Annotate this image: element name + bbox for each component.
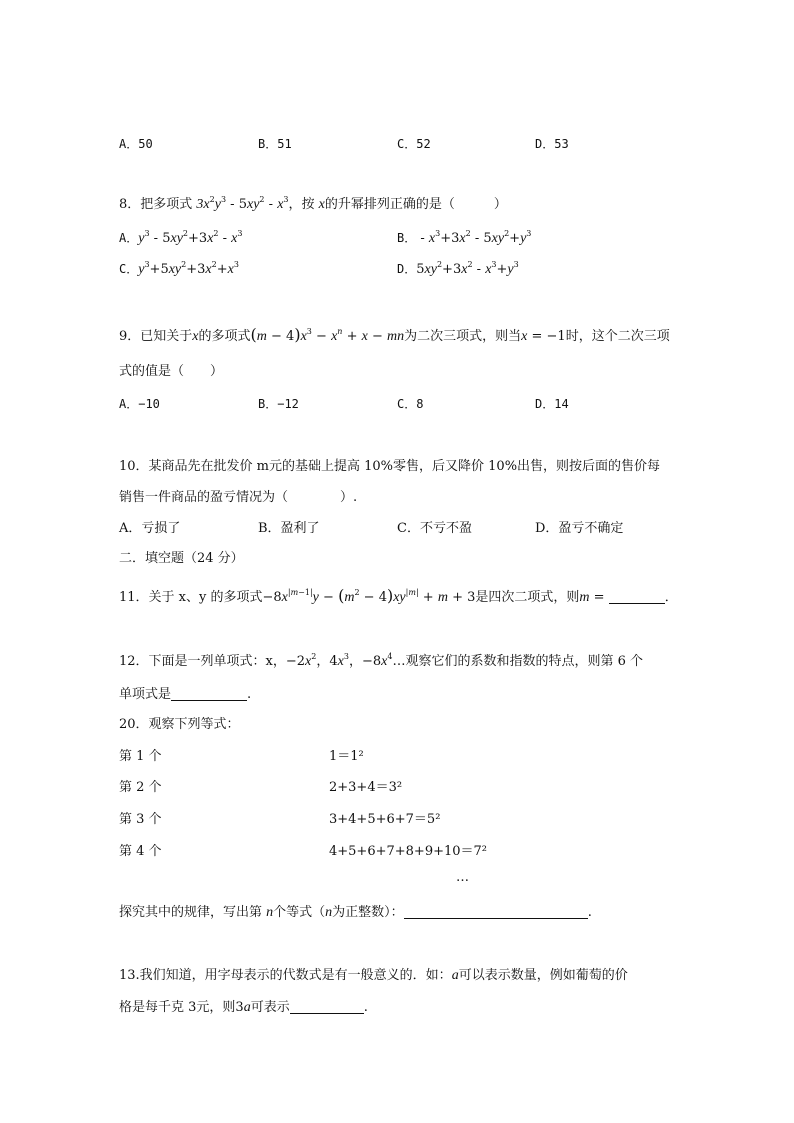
q9-option-c: C．8 (397, 397, 424, 411)
q20-row-1-eq: 1＝1² (329, 749, 364, 764)
q7-option-c: C．52 (397, 137, 431, 151)
question-20-title: 20．观察下列等式： (119, 717, 240, 732)
q8-polynomial: $3x^2y^3 - 5xy^2 - x^3$ (196, 195, 289, 212)
q10-option-c: C．不亏不盈 (397, 521, 472, 536)
q9-polynomial: $(m - 4)x^3 - x^n + x$ − mn (250, 325, 405, 344)
q10-option-a: A．亏损了 (119, 521, 181, 536)
q8-option-d: D．$5xy^2+3x^2 - x^3+y^3$ (397, 260, 519, 277)
q20-row-4-label: 第 4 个 (119, 844, 162, 859)
q10-option-b: B．盈利了 (258, 521, 320, 536)
q13-answer-blank[interactable] (290, 999, 364, 1014)
q8-suffix: ，按 (288, 197, 315, 212)
question-13-line1: 13.我们知道，用字母表示的代数式是有一般意义的．如：a可以表示数量，例如葡萄的价 (119, 968, 628, 983)
q20-row-3-eq: 3+4+5+6+7＝5² (329, 812, 441, 827)
q7-option-a: A．50 (119, 137, 153, 151)
q8-option-c: C．$y^3+5xy^2+3x^2+x^3$ (119, 260, 239, 277)
question-10-line2: 销售一件商品的盈亏情况为（ ）. (119, 490, 358, 505)
q9-option-b: B．−12 (258, 397, 299, 411)
q11-answer-blank[interactable] (609, 589, 665, 604)
q8-suffix2: 的升幂排列正确的是（ ） (324, 197, 507, 212)
q10-option-d: D．盈亏不确定 (535, 521, 624, 536)
q7-option-d: D．53 (535, 137, 569, 151)
q7-option-b: B．51 (258, 137, 292, 151)
q9-line2: 式的值是（ ） (119, 364, 224, 379)
question-13-line2: 格是每千克 3元，则3a可表示 . (119, 1000, 368, 1015)
q20-row-4-eq: 4+5+6+7+8+9+10＝7² (329, 844, 488, 859)
section-title: 二．填空题（24 分） (119, 551, 244, 566)
question-9: 9．已知关于x的多项式$(m - 4)x^3 - x^n + x$ − mn为二次三项式，则当x = −1时，这个二次三项 (119, 325, 670, 344)
q8-var-x: x (318, 197, 325, 212)
q20-ellipsis: … (456, 870, 469, 885)
question-8 (119, 196, 507, 214)
q12-answer-blank[interactable] (171, 686, 247, 701)
q20-question: 探究其中的规律，写出第 n个等式（n为正整数）： . (119, 905, 592, 920)
q9-option-d: D．14 (535, 397, 569, 411)
q12-line2: 单项式是 . (119, 687, 252, 702)
q20-row-2-eq: 2+3+4＝3² (329, 780, 403, 795)
question-11: 11．关于 x、y 的多项式$-8x^{|m-1|}y - (m^2 - 4)xy^{|m|} + m + 3$是四次二项式，则m = ． (119, 586, 678, 605)
q20-row-1-label: 第 1 个 (119, 749, 162, 764)
q11-polynomial: $-8x^{|m-1|}y - (m^2 - 4)xy^{|m|} + m + 3$ (262, 586, 476, 605)
q20-row-3-label: 第 3 个 (119, 812, 162, 827)
q8-option-a: A．$y^3 - 5xy^2+3x^2 - x^3$ (119, 229, 243, 246)
q8-option-b: B． - $x^3+3x^2 - 5xy^2+y^3$ (397, 229, 532, 246)
question-12: 12．下面是一列单项式：x，$-2x^2$，$4x^3$，$-8x^4\dots$观察它们的系数和指数的特点，则第 6 个 (119, 652, 643, 669)
q8-prefix: 8．把多项式 (119, 197, 193, 212)
q9-option-a: A．−10 (119, 397, 160, 411)
q20-row-2-label: 第 2 个 (119, 780, 162, 795)
question-10-line1: 10．某商品先在批发价 m元的基础上提高 10%零售，后又降价 10%出售，则按后面的售价每 (119, 459, 661, 474)
q20-answer-blank[interactable] (404, 904, 588, 919)
